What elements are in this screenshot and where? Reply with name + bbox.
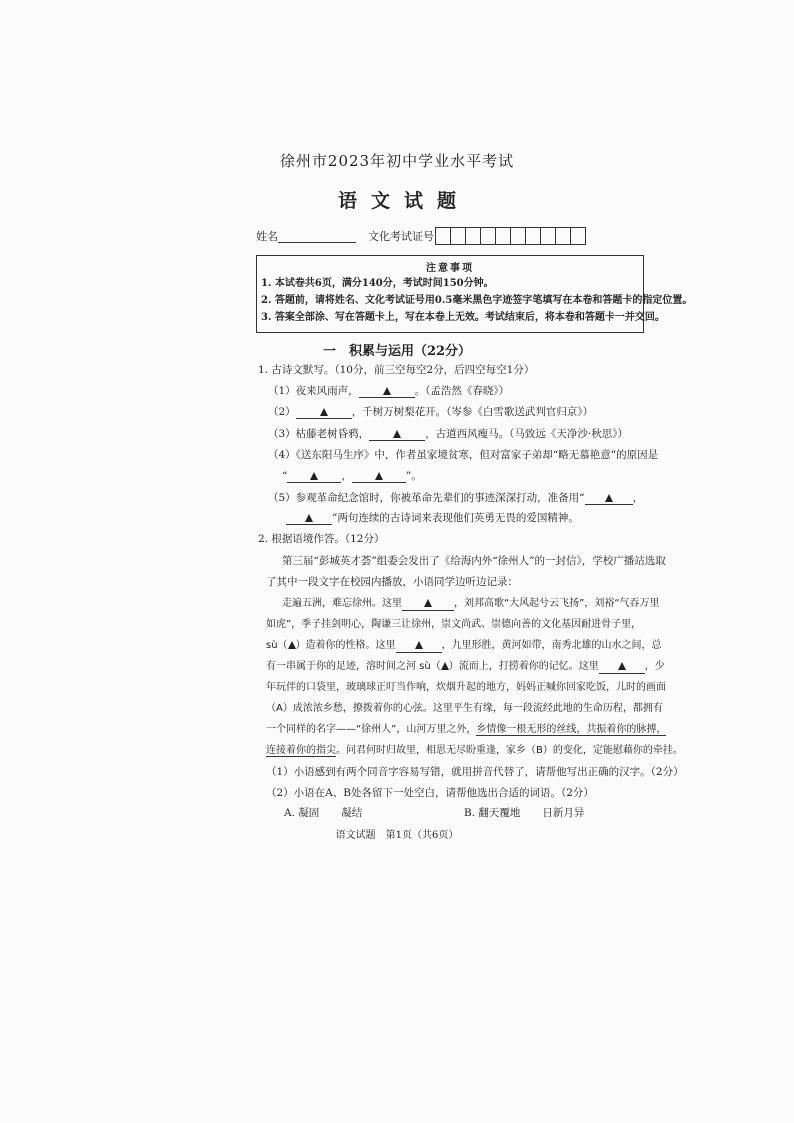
name-field[interactable] xyxy=(278,230,356,243)
answer-blank[interactable] xyxy=(359,385,415,398)
blank-b-marker: B xyxy=(536,745,543,756)
id-label: 文化考试证号 xyxy=(368,230,434,243)
answer-blank[interactable] xyxy=(352,470,406,483)
notice-box xyxy=(256,255,693,333)
triangle-icon xyxy=(288,641,296,649)
triangle-icon xyxy=(618,662,626,670)
q1-line-4b: “ ， ”。 xyxy=(282,470,422,482)
passage-line-3: sù（ ）造着你的性格。这里 ，九里形胜，黄河如带，南秀北雄的山水之间，总 xyxy=(266,640,662,651)
name-label: 姓名 xyxy=(256,230,278,243)
notice-item: 3. 答案全部涂、写在答题卡上，写在本卷上无效。考试结束后，将本卷和答题卡一并交回。 xyxy=(261,312,665,323)
triangle-icon xyxy=(393,430,401,438)
passage-line-6: （A）成浓浓乡愁，撩拨着你的心弦。这里平生有缘，每一段流经此地的生命历程，都拥有 xyxy=(266,703,663,714)
triangle-icon xyxy=(305,514,313,522)
subject-title: 语文试题 xyxy=(337,190,470,212)
triangle-icon xyxy=(424,599,432,607)
q2-intro-1: 第三届“彭城英才荟”组委会发出了《给海内外“徐州人”的一封信》，学校广播站选取 xyxy=(282,555,666,567)
answer-blank[interactable] xyxy=(369,428,425,441)
answer-blank[interactable] xyxy=(585,492,633,505)
q1-line-1: （1）夜来风雨声， 。（孟浩然《春晓》） xyxy=(268,385,510,397)
passage-line-5: 年玩伴的口袋里，玻璃球正叮当作响，炊烟升起的地方，妈妈正喊你回家吃饭，儿时的画面 xyxy=(266,682,666,693)
triangle-icon xyxy=(320,408,328,416)
triangle-icon xyxy=(310,472,318,480)
exam-title: 徐州市2023年初中学业水平考试 xyxy=(279,152,515,170)
triangle-icon xyxy=(415,641,423,649)
id-number-boxes[interactable] xyxy=(436,227,586,245)
q2-stem: 2. 根据语境作答。（12分） xyxy=(258,533,385,545)
notice-item: 2. 答题前，请将姓名、文化考试证号用0.5毫米黑色字迹签字笔填写在本卷和答题卡的指定位置。 xyxy=(261,295,693,306)
blank-a-marker: A xyxy=(276,703,283,714)
q2-intro-2: 了其中一段文字在校园内播放，小语同学边听边记录： xyxy=(266,576,518,588)
q1-stem: 1. 古诗文默写。（10分，前三空每空2分，后四空每空1分） xyxy=(258,364,535,376)
q1-line-2: （2） ，千树万树梨花开。（岑参《白雪歌送武判官归京》） xyxy=(268,406,594,418)
option-b[interactable]: B. 翻天覆地 日新月异 xyxy=(464,807,585,819)
section-title: 一 积累与运用（22分） xyxy=(322,344,472,359)
q1-line-5b: ”两句连续的古诗词来表现他们英勇无畏的爱国精神。 xyxy=(286,511,579,525)
answer-blank[interactable] xyxy=(402,598,454,611)
triangle-icon xyxy=(375,472,383,480)
answer-blank[interactable] xyxy=(296,406,352,419)
passage-line-4: 有一串属于你的足迹，溶时间之河 sù（ ）流而上，打捞着你的记忆。这里 ，少 xyxy=(266,661,665,672)
underlined-sentence: 乡情像一根无形的丝线，共振着你的脉搏， xyxy=(476,724,667,735)
answer-blank[interactable] xyxy=(286,512,332,525)
q2-sub-1: （1）小语感到有两个同音字容易写错，就用拼音代替了，请帮他写出正确的汉字。（2分） xyxy=(266,766,684,778)
q1-line-3: （3）枯藤老树昏鸦， ，古道西风瘦马。（马致远《天净沙·秋思》） xyxy=(268,428,629,440)
candidate-info-row xyxy=(256,226,586,246)
q1-line-4a: （4）《送东阳马生序》中，作者虽家境贫寒，但对富家子弟却“略无慕艳意”的原因是 xyxy=(268,449,659,461)
notice-item: 1. 本试卷共6页，满分140分，考试时间150分钟。 xyxy=(261,278,494,289)
triangle-icon xyxy=(605,494,613,502)
answer-blank[interactable] xyxy=(396,640,442,653)
answer-blank[interactable] xyxy=(287,470,341,483)
passage-line-8: 连接着你的指尖。问君何时归故里，相思无尽盼重逢，家乡（B）的变化，定能慰藉你的牵挂。 xyxy=(266,745,683,756)
passage-line-1: 走遍五洲，难忘徐州。这里 ，刘邦高歌“大风起兮云飞扬”，刘裕“气吞万里 xyxy=(282,598,660,609)
q2-sub-2: （2）小语在A、B处各留下一处空白，请帮他选出合适的词语。（2分） xyxy=(266,787,594,799)
answer-blank[interactable] xyxy=(599,661,645,674)
page-footer: 语文试题 第1页（共6页） xyxy=(335,830,459,841)
passage-line-7: 一个同样的名字——“徐州人”，山河万里之外，乡情像一根无形的丝线，共振着你的脉搏， xyxy=(266,724,667,735)
option-a[interactable]: A. 凝固 凝结 xyxy=(284,807,363,819)
triangle-icon xyxy=(383,387,391,395)
underlined-sentence: 连接着你的指尖 xyxy=(266,745,336,756)
triangle-icon xyxy=(441,662,449,670)
passage-line-2: 如虎”，季子挂剑明心，陶谦三让徐州，崇文尚武、崇德向善的文化基因耐进骨子里， xyxy=(266,619,642,630)
notice-title: 注意事项 xyxy=(426,263,474,274)
q1-line-5a: （5）参观革命纪念馆时，你被革命先辈们的事迹深深打动，准备用“ ， xyxy=(268,492,644,504)
